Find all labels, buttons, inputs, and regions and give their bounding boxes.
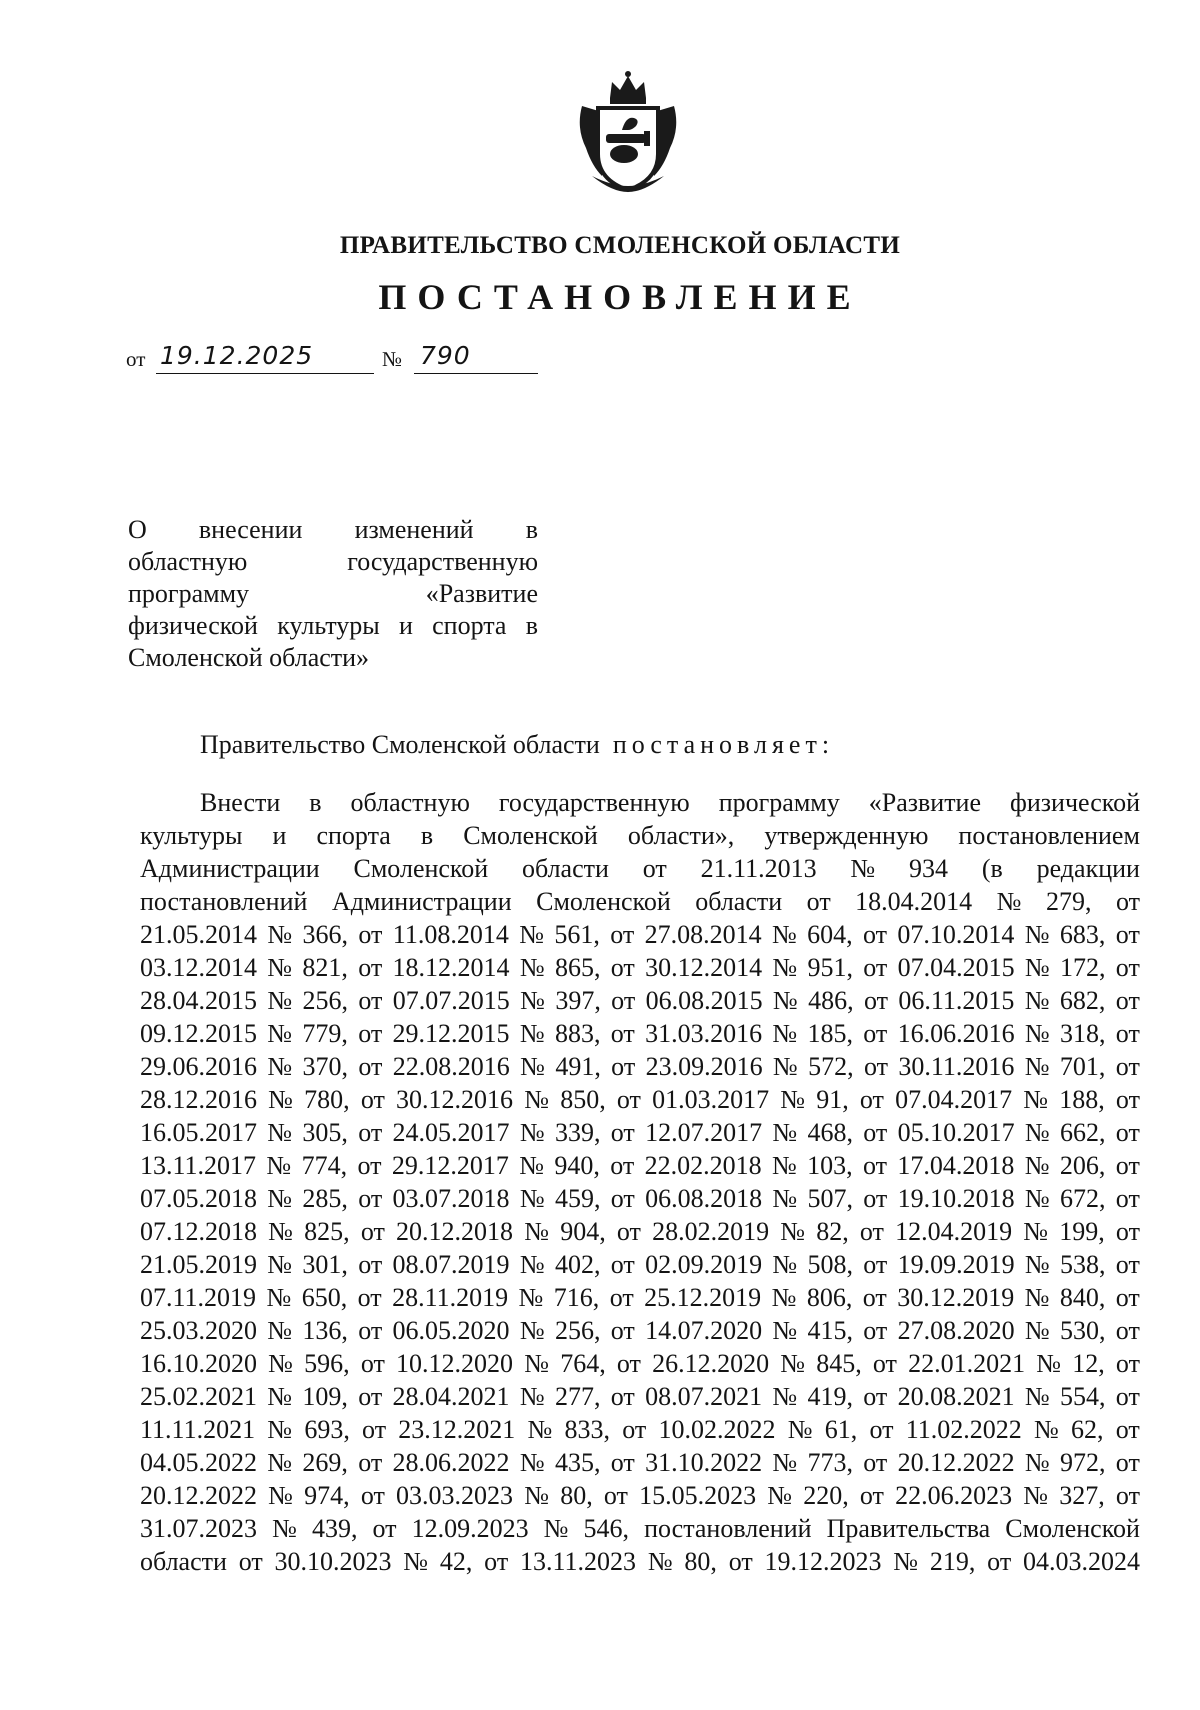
body-line: 07.12.2018 № 825, от 20.12.2018 № 904, от 28.02.2019 № 82, от 12.04.2019 № 199, от (140, 1217, 1140, 1246)
body-line: 13.11.2017 № 774, от 29.12.2017 № 940, от 22.02.2018 № 103, от 17.04.2018 № 206, от (140, 1151, 1140, 1180)
body-line: 07.05.2018 № 285, от 03.07.2018 № 459, от 06.08.2018 № 507, от 19.10.2018 № 672, от (140, 1184, 1140, 1213)
body-line: 11.11.2021 № 693, от 23.12.2021 № 833, от 10.02.2022 № 61, от 11.02.2022 № 62, от (140, 1415, 1140, 1444)
body-line: 25.02.2021 № 109, от 28.04.2021 № 277, от 08.07.2021 № 419, от 20.08.2021 № 554, от (140, 1382, 1140, 1411)
body-line: области от 30.10.2023 № 42, от 13.11.2023 № 80, от 19.12.2023 № 219, от 04.03.2024 (140, 1547, 1140, 1576)
number-underline (414, 373, 538, 374)
body-line: 20.12.2022 № 974, от 03.03.2023 № 80, от 15.05.2023 № 220, от 22.06.2023 № 327, от (140, 1481, 1140, 1510)
number-label: № (382, 347, 403, 371)
body-line: 21.05.2014 № 366, от 11.08.2014 № 561, от 27.08.2014 № 604, от 07.10.2014 № 683, от (140, 920, 1140, 949)
number-value: 790 (420, 341, 471, 370)
subject-line: О внесении изменений в (128, 515, 538, 544)
body-line: культуры и спорта в Смоленской области», утвержденную постановлением (140, 821, 1140, 850)
body-line: 16.10.2020 № 596, от 10.12.2020 № 764, от 26.12.2020 № 845, от 22.01.2021 № 12, от (140, 1349, 1140, 1378)
body-line: 25.03.2020 № 136, от 06.05.2020 № 256, от 14.07.2020 № 415, от 27.08.2020 № 530, от (140, 1316, 1140, 1345)
body-line: 04.05.2022 № 269, от 28.06.2022 № 435, от 31.10.2022 № 773, от 20.12.2022 № 972, от (140, 1448, 1140, 1477)
coat-of-arms-icon (572, 68, 684, 196)
subject-line: областную государственную (128, 547, 538, 576)
body-line: постановлений Администрации Смоленской области от 18.04.2014 № 279, от (140, 887, 1140, 916)
organization-name: ПРАВИТЕЛЬСТВО СМОЛЕНСКОЙ ОБЛАСТИ (339, 232, 901, 259)
date-value: 19.12.2025 (160, 341, 314, 370)
date-underline (156, 373, 374, 374)
body-line: Администрации Смоленской области от 21.11.2013 № 934 (в редакции (140, 854, 1140, 883)
decree-verb: постановляет: (612, 730, 835, 759)
body-line: 31.07.2023 № 439, от 12.09.2023 № 546, постановлений Правительства Смоленской (140, 1514, 1140, 1543)
document-body (140, 786, 1140, 1578)
subject-line: Смоленской области» (128, 643, 370, 672)
body-line: 28.04.2015 № 256, от 07.07.2015 № 397, от 06.08.2015 № 486, от 06.11.2015 № 682, от (140, 986, 1140, 1015)
body-line: 16.05.2017 № 305, от 24.05.2017 № 339, от 12.07.2017 № 468, от 05.10.2017 № 662, от (140, 1118, 1140, 1147)
document-subject (128, 514, 538, 674)
decree-prefix: Правительство Смоленской области (200, 730, 600, 759)
subject-line: программу «Развитие (128, 579, 538, 608)
decree-statement (200, 730, 834, 760)
date-number-line (126, 340, 546, 380)
body-line: 09.12.2015 № 779, от 29.12.2015 № 883, от 31.03.2016 № 185, от 16.06.2016 № 318, от (140, 1019, 1140, 1048)
body-line: Внести в областную государственную программу «Развитие физической (200, 788, 1140, 817)
body-line: 28.12.2016 № 780, от 30.12.2016 № 850, от 01.03.2017 № 91, от 07.04.2017 № 188, от (140, 1085, 1140, 1114)
body-line: 29.06.2016 № 370, от 22.08.2016 № 491, от 23.09.2016 № 572, от 30.11.2016 № 701, от (140, 1052, 1140, 1081)
body-line: 03.12.2014 № 821, от 18.12.2014 № 865, от 30.12.2014 № 951, от 07.04.2015 № 172, от (140, 953, 1140, 982)
date-label: от (126, 347, 146, 371)
subject-line: физической культуры и спорта в (128, 611, 538, 640)
body-line: 21.05.2019 № 301, от 08.07.2019 № 402, от 02.09.2019 № 508, от 19.09.2019 № 538, от (140, 1250, 1140, 1279)
document-type: ПОСТАНОВЛЕНИЕ (378, 277, 862, 317)
body-line: 07.11.2019 № 650, от 28.11.2019 № 716, от 25.12.2019 № 806, от 30.12.2019 № 840, от (140, 1283, 1140, 1312)
